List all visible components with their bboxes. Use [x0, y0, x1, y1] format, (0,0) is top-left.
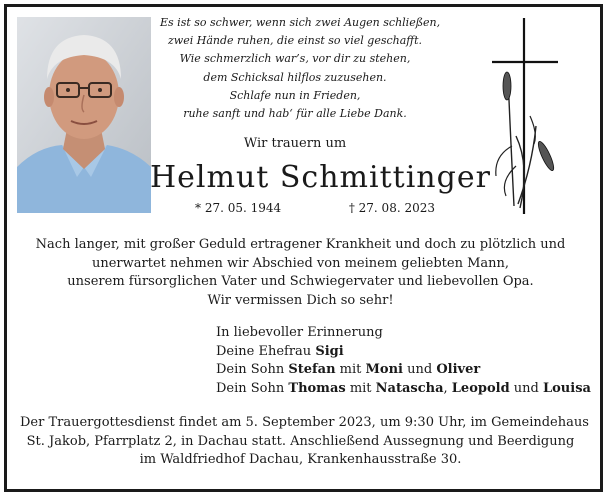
family-heading: In liebevoller Erinnerung — [216, 325, 383, 340]
family-signatures — [216, 324, 591, 398]
funeral-service-info — [20, 414, 589, 470]
wife-name: Sigi — [315, 343, 344, 359]
birth-date: * 27. 05. 1944 — [195, 201, 282, 215]
service-line: St. Jakob, Pfarrplatz 2, in Dachau statt. Anschließend Aussegnung und Beerdigung — [26, 433, 575, 449]
family-line-son-stefan: Dein Sohn Stefan mit Moni und Oliver — [216, 362, 481, 377]
poem-line: dem Schicksal hilflos zuzusehen. — [203, 70, 387, 84]
poem-line: Schlafe nun in Frieden, — [229, 88, 361, 102]
family-line-wife: Deine Ehefrau Sigi — [216, 343, 344, 359]
poem-line: Wie schmerzlich war’s, vor dir zu stehen, — [179, 52, 411, 66]
portrait-photo — [17, 17, 151, 213]
farewell-message — [20, 236, 581, 310]
poem-line: Es ist so schwer, wenn sich zwei Augen schließen, — [160, 16, 441, 29]
message-line: Wir vermissen Dich so sehr! — [207, 292, 394, 308]
poem-line: zwei Hände ruhen, die einst so viel geschafft. — [167, 34, 422, 48]
death-date: † 27. 08. 2023 — [348, 201, 435, 215]
message-line: unserem fürsorglichen Vater und Schwiegervater und liebevollen Opa. — [67, 274, 534, 289]
deceased-name: Helmut Schmittinger — [150, 160, 491, 195]
message-line: unerwartet nehmen wir Abschied von meinem geliebten Mann, — [91, 255, 510, 271]
family-line-son-thomas: Dein Sohn Thomas mit Natascha, Leopold und Louisa — [216, 380, 591, 396]
life-dates — [195, 201, 435, 215]
poem-line: ruhe sanft und hab‘ für alle Liebe Dank. — [183, 107, 407, 121]
service-line: im Waldfriedhof Dachau, Krankenhausstraße 30. — [139, 452, 462, 467]
intro-text: Wir trauern um — [243, 136, 347, 151]
poem — [160, 14, 441, 123]
cross-with-wheat-icon — [486, 16, 562, 216]
message-line: Nach langer, mit großer Geduld ertragener Krankheit und doch zu plötzlich und — [35, 237, 566, 252]
service-line: Der Trauergottesdienst findet am 5. September 2023, um 9:30 Uhr, im Gemeindehaus — [20, 415, 589, 430]
